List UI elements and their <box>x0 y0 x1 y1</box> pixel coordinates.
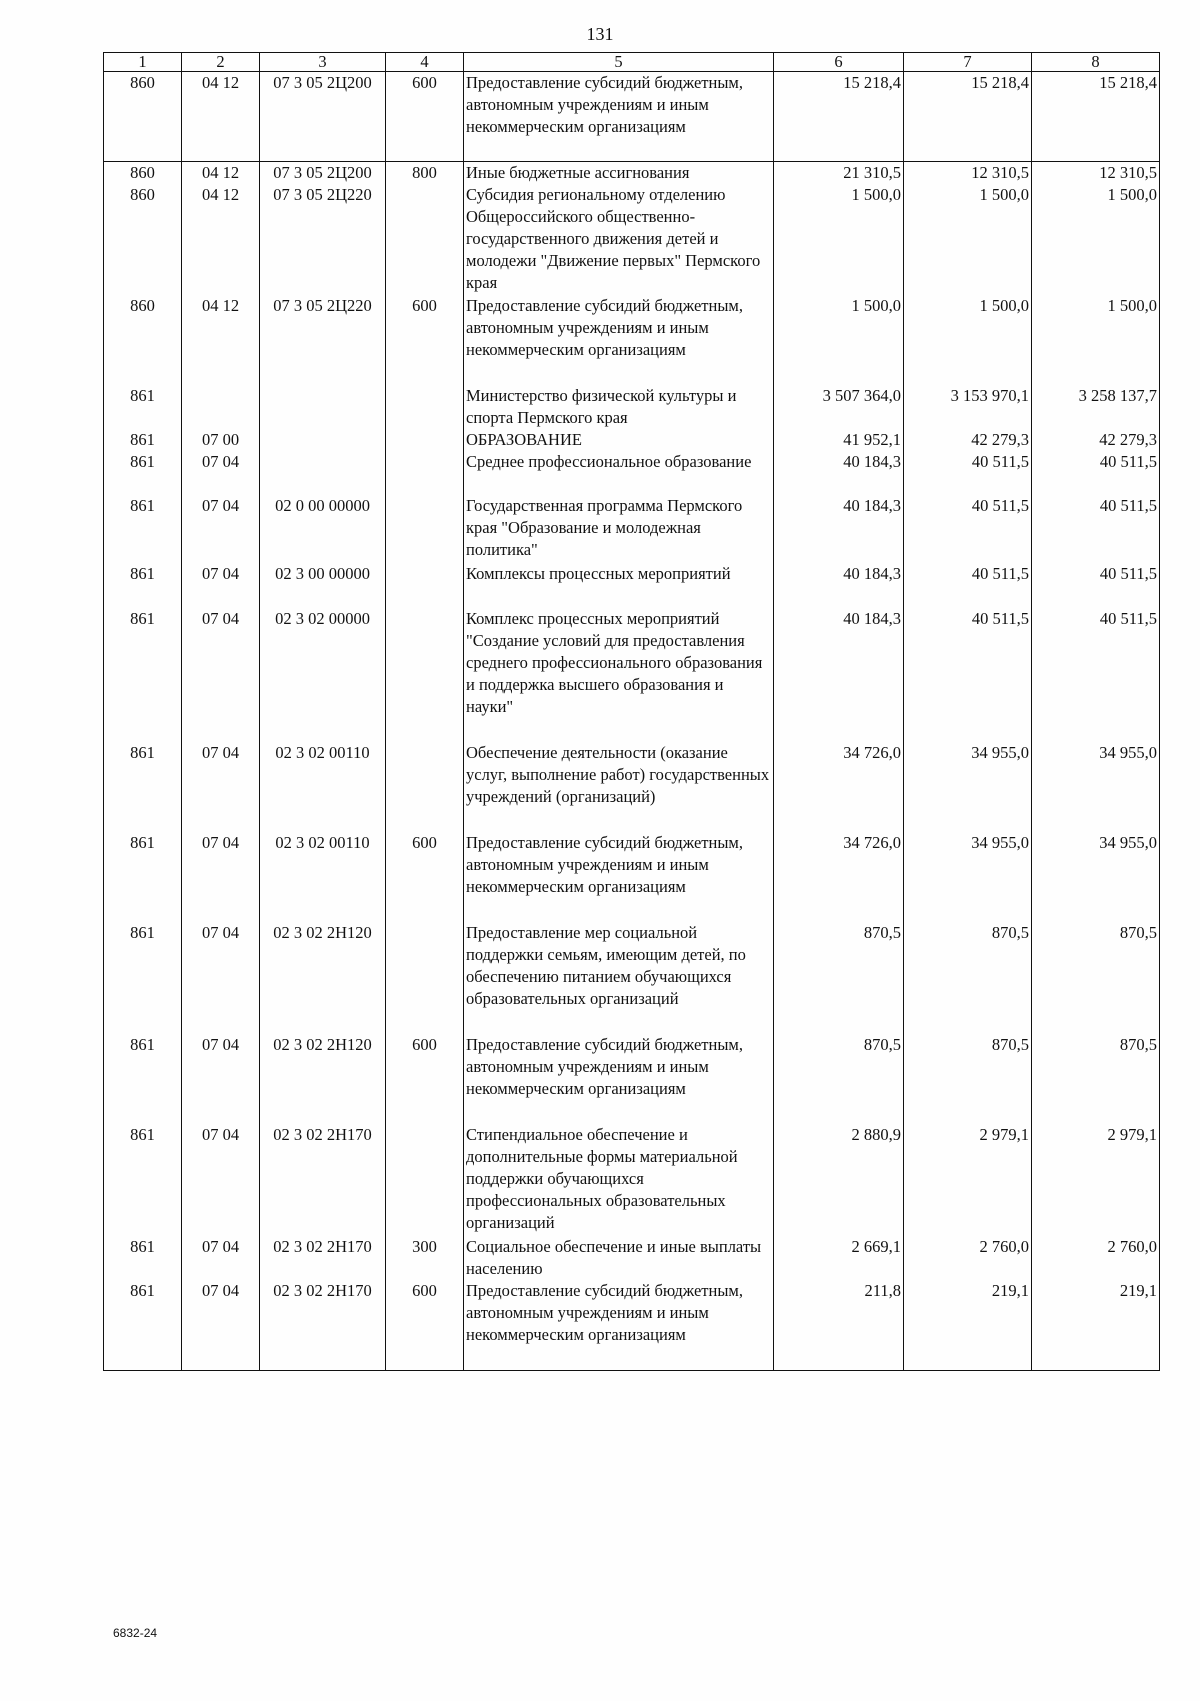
cell-target: 02 3 02 00110 <box>260 832 386 922</box>
cell-description: Иные бюджетные ассигнования <box>464 162 774 185</box>
cell-ministry: 861 <box>104 742 182 832</box>
cell-target: 07 3 05 2Ц220 <box>260 295 386 385</box>
cell-ministry: 861 <box>104 385 182 429</box>
cell-amount-7: 12 310,5 <box>904 162 1032 185</box>
cell-section: 04 12 <box>182 295 260 385</box>
table-row <box>104 451 1160 495</box>
cell-ministry: 861 <box>104 608 182 742</box>
table-row <box>104 563 1160 608</box>
cell-amount-6: 34 726,0 <box>774 742 904 832</box>
cell-amount-6: 2 880,9 <box>774 1124 904 1236</box>
cell-amount-6: 2 669,1 <box>774 1236 904 1280</box>
cell-description: Министерство физической культуры и спорта Пермского края <box>464 385 774 429</box>
cell-amount-8: 40 511,5 <box>1032 608 1160 742</box>
cell-amount-7: 2 979,1 <box>904 1124 1032 1236</box>
cell-section <box>182 385 260 429</box>
table-row <box>104 162 1160 185</box>
cell-description: ОБРАЗОВАНИЕ <box>464 429 774 451</box>
cell-expense-type: 800 <box>386 162 464 185</box>
cell-ministry: 860 <box>104 184 182 295</box>
cell-amount-6: 40 184,3 <box>774 495 904 563</box>
cell-amount-8: 870,5 <box>1032 1034 1160 1124</box>
cell-target <box>260 451 386 495</box>
cell-target: 02 0 00 00000 <box>260 495 386 563</box>
cell-amount-8: 34 955,0 <box>1032 832 1160 922</box>
cell-description: Обеспечение деятельности (оказание услуг, выполнение работ) государственных учреждений (организаций) <box>464 742 774 832</box>
cell-ministry: 861 <box>104 1124 182 1236</box>
table-row <box>104 1280 1160 1370</box>
cell-expense-type: 600 <box>386 295 464 385</box>
cell-amount-7: 42 279,3 <box>904 429 1032 451</box>
cell-expense-type <box>386 742 464 832</box>
cell-amount-6: 21 310,5 <box>774 162 904 185</box>
cell-expense-type <box>386 922 464 1034</box>
cell-expense-type <box>386 608 464 742</box>
cell-expense-type <box>386 1124 464 1236</box>
cell-amount-8: 2 760,0 <box>1032 1236 1160 1280</box>
table-row <box>104 385 1160 429</box>
cell-ministry: 861 <box>104 1236 182 1280</box>
table-row <box>104 1236 1160 1280</box>
cell-amount-7: 15 218,4 <box>904 72 1032 162</box>
cell-description: Предоставление субсидий бюджетным, автономным учреждениям и иным некоммерческим организациям <box>464 295 774 385</box>
cell-expense-type: 600 <box>386 832 464 922</box>
cell-expense-type <box>386 184 464 295</box>
cell-amount-7: 3 153 970,1 <box>904 385 1032 429</box>
cell-target <box>260 385 386 429</box>
cell-expense-type <box>386 451 464 495</box>
cell-expense-type <box>386 495 464 563</box>
cell-target: 02 3 02 2Н120 <box>260 922 386 1034</box>
cell-section: 07 04 <box>182 1236 260 1280</box>
cell-description: Предоставление субсидий бюджетным, автономным учреждениям и иным некоммерческим организациям <box>464 1034 774 1124</box>
header-cell: 7 <box>904 53 1032 72</box>
cell-amount-7: 40 511,5 <box>904 608 1032 742</box>
table-row <box>104 608 1160 742</box>
page-number: 131 <box>586 24 614 44</box>
cell-target: 07 3 05 2Ц200 <box>260 162 386 185</box>
table-row <box>104 1034 1160 1124</box>
table-row <box>104 832 1160 922</box>
cell-target: 02 3 02 2Н170 <box>260 1124 386 1236</box>
cell-description: Предоставление субсидий бюджетным, автономным учреждениям и иным некоммерческим организациям <box>464 72 774 162</box>
cell-amount-8: 40 511,5 <box>1032 451 1160 495</box>
table-row <box>104 922 1160 1034</box>
cell-target <box>260 429 386 451</box>
cell-amount-8: 1 500,0 <box>1032 184 1160 295</box>
cell-amount-6: 870,5 <box>774 1034 904 1124</box>
cell-description: Комплексы процессных мероприятий <box>464 563 774 608</box>
cell-amount-7: 1 500,0 <box>904 295 1032 385</box>
cell-amount-8: 40 511,5 <box>1032 563 1160 608</box>
header-cell: 1 <box>104 53 182 72</box>
cell-ministry: 860 <box>104 72 182 162</box>
cell-amount-7: 870,5 <box>904 1034 1032 1124</box>
cell-expense-type: 600 <box>386 72 464 162</box>
cell-section: 07 04 <box>182 563 260 608</box>
cell-description: Предоставление мер социальной поддержки семьям, имеющим детей, по обеспечению питанием обучающихся образовательных организаций <box>464 922 774 1034</box>
header-cell: 4 <box>386 53 464 72</box>
cell-ministry: 861 <box>104 922 182 1034</box>
cell-ministry: 861 <box>104 1280 182 1370</box>
cell-amount-6: 870,5 <box>774 922 904 1034</box>
cell-amount-6: 1 500,0 <box>774 295 904 385</box>
column-number-header <box>104 53 1160 72</box>
cell-section: 07 04 <box>182 1124 260 1236</box>
cell-amount-7: 40 511,5 <box>904 563 1032 608</box>
cell-section: 07 04 <box>182 922 260 1034</box>
header-cell: 6 <box>774 53 904 72</box>
cell-section: 07 04 <box>182 495 260 563</box>
cell-target: 02 3 02 2Н120 <box>260 1034 386 1124</box>
cell-amount-6: 40 184,3 <box>774 451 904 495</box>
cell-amount-6: 41 952,1 <box>774 429 904 451</box>
cell-target: 02 3 02 2Н170 <box>260 1236 386 1280</box>
cell-amount-6: 3 507 364,0 <box>774 385 904 429</box>
cell-ministry: 861 <box>104 563 182 608</box>
cell-amount-6: 1 500,0 <box>774 184 904 295</box>
cell-target: 02 3 00 00000 <box>260 563 386 608</box>
cell-expense-type: 300 <box>386 1236 464 1280</box>
cell-target: 02 3 02 00000 <box>260 608 386 742</box>
cell-expense-type <box>386 429 464 451</box>
document-code: 6832-24 <box>113 1626 158 1640</box>
cell-amount-8: 12 310,5 <box>1032 162 1160 185</box>
cell-section: 07 04 <box>182 451 260 495</box>
cell-section: 07 04 <box>182 742 260 832</box>
cell-amount-8: 15 218,4 <box>1032 72 1160 162</box>
cell-amount-6: 40 184,3 <box>774 608 904 742</box>
cell-amount-7: 34 955,0 <box>904 832 1032 922</box>
cell-amount-8: 3 258 137,7 <box>1032 385 1160 429</box>
cell-amount-7: 34 955,0 <box>904 742 1032 832</box>
cell-description: Комплекс процессных мероприятий "Создание условий для предоставления среднего профессионального образования и поддержка высшего образования и науки" <box>464 608 774 742</box>
cell-ministry: 861 <box>104 451 182 495</box>
cell-amount-6: 211,8 <box>774 1280 904 1370</box>
cell-amount-7: 870,5 <box>904 922 1032 1034</box>
cell-amount-7: 2 760,0 <box>904 1236 1032 1280</box>
cell-amount-7: 40 511,5 <box>904 451 1032 495</box>
cell-description: Государственная программа Пермского края "Образование и молодежная политика" <box>464 495 774 563</box>
cell-amount-7: 1 500,0 <box>904 184 1032 295</box>
cell-expense-type <box>386 385 464 429</box>
cell-amount-7: 219,1 <box>904 1280 1032 1370</box>
cell-amount-6: 40 184,3 <box>774 563 904 608</box>
cell-section: 04 12 <box>182 184 260 295</box>
table-row <box>104 184 1160 295</box>
cell-ministry: 860 <box>104 162 182 185</box>
cell-description: Субсидия региональному отделению Общероссийского общественно-государственного движения детей и молодежи "Движение первых" Пермского края <box>464 184 774 295</box>
header-cell: 8 <box>1032 53 1160 72</box>
table-row <box>104 295 1160 385</box>
cell-target: 07 3 05 2Ц200 <box>260 72 386 162</box>
cell-description: Предоставление субсидий бюджетным, автономным учреждениям и иным некоммерческим организациям <box>464 832 774 922</box>
cell-section: 07 04 <box>182 832 260 922</box>
table-row <box>104 72 1160 162</box>
cell-description: Социальное обеспечение и иные выплаты населению <box>464 1236 774 1280</box>
cell-target: 07 3 05 2Ц220 <box>260 184 386 295</box>
cell-target: 02 3 02 2Н170 <box>260 1280 386 1370</box>
cell-amount-8: 42 279,3 <box>1032 429 1160 451</box>
cell-ministry: 861 <box>104 832 182 922</box>
cell-expense-type <box>386 563 464 608</box>
cell-description: Предоставление субсидий бюджетным, автономным учреждениям и иным некоммерческим организациям <box>464 1280 774 1370</box>
cell-ministry: 861 <box>104 429 182 451</box>
cell-description: Среднее профессиональное образование <box>464 451 774 495</box>
cell-amount-6: 15 218,4 <box>774 72 904 162</box>
table-row <box>104 429 1160 451</box>
cell-amount-8: 219,1 <box>1032 1280 1160 1370</box>
cell-section: 04 12 <box>182 72 260 162</box>
cell-amount-8: 870,5 <box>1032 922 1160 1034</box>
cell-section: 07 00 <box>182 429 260 451</box>
cell-section: 04 12 <box>182 162 260 185</box>
header-cell: 3 <box>260 53 386 72</box>
cell-target: 02 3 02 00110 <box>260 742 386 832</box>
cell-ministry: 861 <box>104 1034 182 1124</box>
header-cell: 5 <box>464 53 774 72</box>
cell-section: 07 04 <box>182 608 260 742</box>
header-cell: 2 <box>182 53 260 72</box>
cell-amount-7: 40 511,5 <box>904 495 1032 563</box>
cell-section: 07 04 <box>182 1034 260 1124</box>
cell-ministry: 860 <box>104 295 182 385</box>
table-row <box>104 1124 1160 1236</box>
cell-ministry: 861 <box>104 495 182 563</box>
budget-table <box>103 52 1160 1371</box>
cell-amount-8: 40 511,5 <box>1032 495 1160 563</box>
cell-amount-8: 2 979,1 <box>1032 1124 1160 1236</box>
cell-amount-6: 34 726,0 <box>774 832 904 922</box>
cell-section: 07 04 <box>182 1280 260 1370</box>
cell-amount-8: 34 955,0 <box>1032 742 1160 832</box>
cell-expense-type: 600 <box>386 1034 464 1124</box>
table-row <box>104 495 1160 563</box>
cell-amount-8: 1 500,0 <box>1032 295 1160 385</box>
cell-description: Стипендиальное обеспечение и дополнительные формы материальной поддержки обучающихся профессиональных образовательных организаций <box>464 1124 774 1236</box>
cell-expense-type: 600 <box>386 1280 464 1370</box>
table-row <box>104 742 1160 832</box>
